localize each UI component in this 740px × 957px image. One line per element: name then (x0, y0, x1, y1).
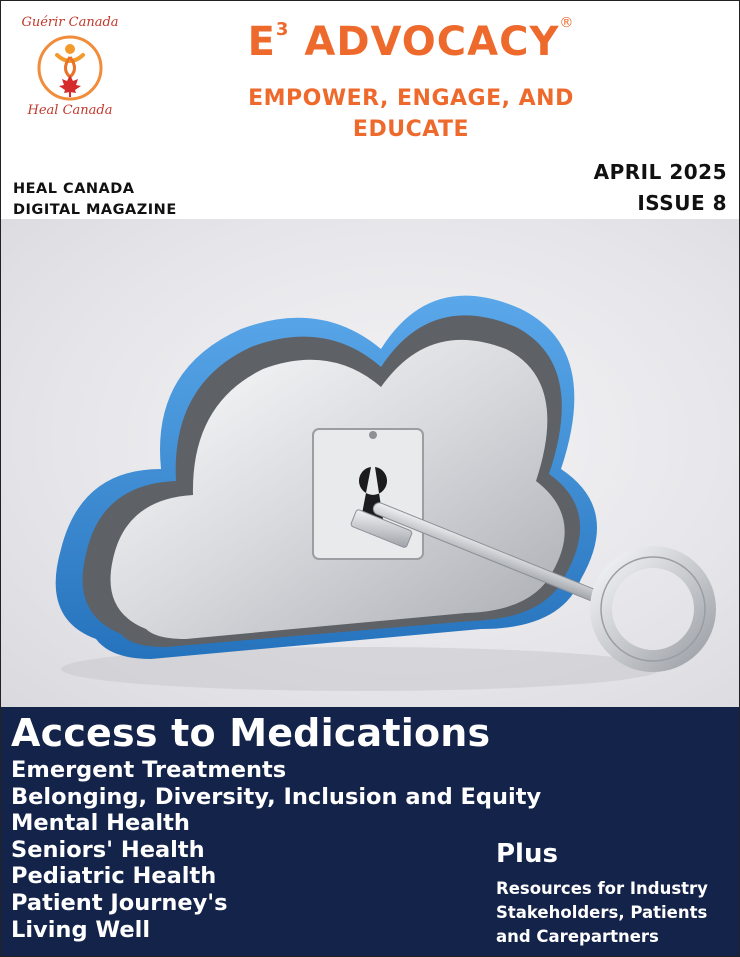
topic-item: Seniors' Health (11, 836, 205, 863)
hero-image (1, 219, 740, 707)
title-superscript: 3 (275, 18, 290, 40)
topics-list (11, 757, 541, 943)
magazine-label-line-1: HEAL CANADA (13, 181, 135, 197)
tagline-line-2: EDUCATE (352, 117, 470, 142)
tagline (211, 83, 611, 145)
heal-canada-logo-icon (35, 33, 105, 103)
plus-line-3: and Carepartners (496, 927, 659, 946)
magazine-label (13, 179, 177, 221)
topic-item: Emergent Treatments (11, 757, 287, 783)
cover-headline: Access to Medications (11, 711, 491, 755)
title-prefix: E (247, 19, 276, 65)
tagline-line-1: EMPOWER, ENGAGE, AND (248, 86, 574, 111)
registered-mark: ® (559, 14, 575, 31)
issue-info (594, 157, 727, 219)
plus-title: Plus (496, 839, 558, 869)
topic-item: Patient Journey's (11, 889, 228, 916)
topic-item: Living Well (11, 916, 151, 943)
heal-canada-logo (15, 11, 125, 126)
cover-band (1, 707, 740, 957)
issue-number: ISSUE 8 (637, 191, 727, 215)
magazine-title (201, 14, 621, 65)
logo-text-bottom: Heal Canada (27, 103, 113, 118)
title-main: ADVOCACY (289, 19, 560, 65)
logo-text-top: Guérir Canada (21, 15, 119, 30)
topic-item: Mental Health (11, 810, 190, 837)
plus-line-1: Resources for Industry (496, 879, 708, 898)
topic-item: Pediatric Health (11, 863, 217, 890)
plus-text (496, 877, 736, 949)
issue-date: APRIL 2025 (593, 160, 727, 184)
cloud-lock-key-icon (1, 219, 740, 707)
magazine-label-line-2: DIGITAL MAGAZINE (13, 202, 177, 218)
plus-line-2: Stakeholders, Patients (496, 903, 708, 922)
topic-item: Belonging, Diversity, Inclusion and Equity (11, 783, 542, 810)
